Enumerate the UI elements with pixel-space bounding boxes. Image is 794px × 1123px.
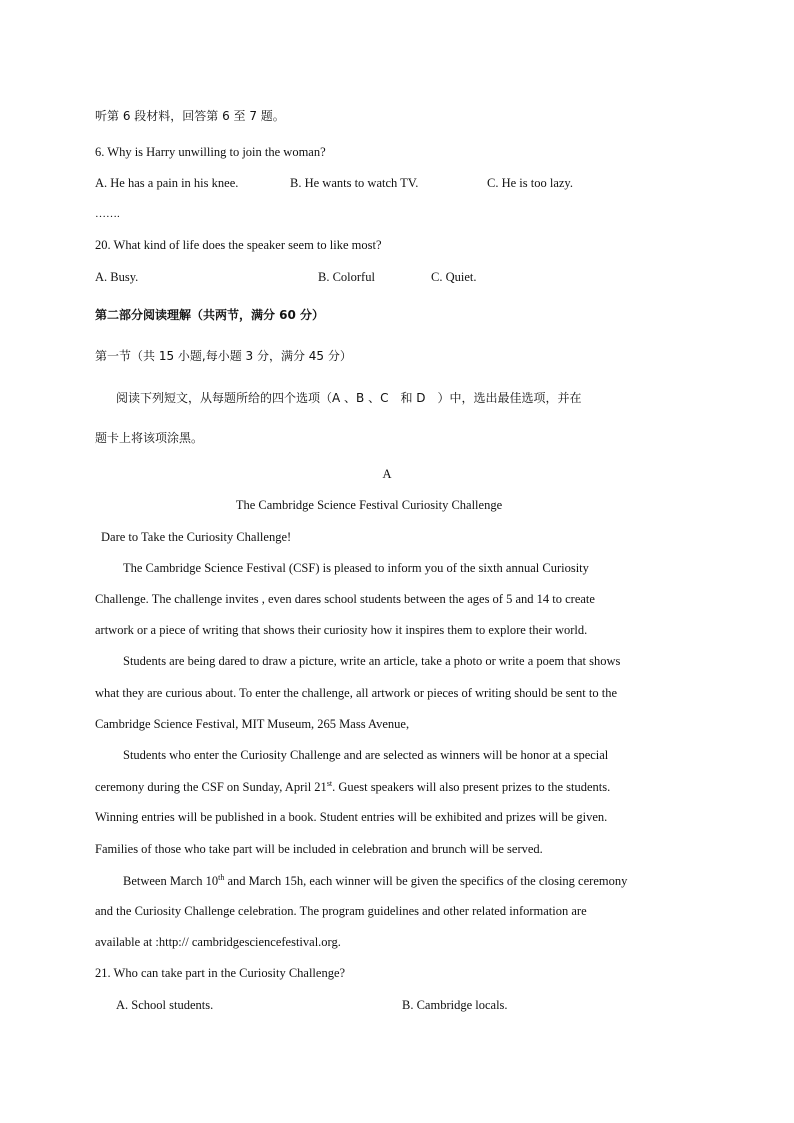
q20-option-a: A. Busy.: [95, 270, 139, 284]
ellipsis: …….: [95, 208, 120, 220]
paragraph-3-line-3: Winning entries will be published in a book. Student entries will be exhibited and prizes will be given.: [95, 810, 608, 824]
paragraph-4-line-3: available at :http:// cambridgesciencefestival.org.: [95, 935, 341, 949]
passage-subtitle: Dare to Take the Curiosity Challenge!: [101, 530, 292, 544]
listening-intro-6: 听第 6 段材料，回答第 6 至 7 题。: [95, 109, 285, 123]
q20-option-b: B. Colorful: [318, 270, 375, 284]
q20-option-c: C. Quiet.: [431, 270, 477, 284]
question-6: 6. Why is Harry unwilling to join the woman?: [95, 145, 326, 159]
paragraph-1-line-3: artwork or a piece of writing that shows their curiosity how it inspires them to explore their world.: [95, 623, 588, 637]
paragraph-4-line-1: Between March 10th and March 15h, each winner will be given the specifics of the closing ceremony: [123, 873, 628, 889]
paragraph-2-line-1: Students are being dared to draw a picture, write an article, take a photo or write a poem that shows: [123, 654, 621, 668]
passage-title: The Cambridge Science Festival Curiosity Challenge: [235, 498, 503, 512]
instructions-line-1: 阅读下列短文，从每题所给的四个选项（A 、B 、C 和 D ）中，选出最佳选项，并在: [116, 391, 582, 405]
passage-label: A: [382, 467, 392, 481]
question-20: 20. What kind of life does the speaker seem to like most?: [95, 238, 382, 252]
paragraph-1-line-2: Challenge. The challenge invites , even dares school students between the ages of 5 and 14 to create: [95, 592, 595, 606]
paragraph-3-line-1: Students who enter the Curiosity Challenge and are selected as winners will be honor at a special: [123, 748, 609, 762]
q6-option-b: B. He wants to watch TV.: [290, 176, 419, 190]
paragraph-4-line-2: and the Curiosity Challenge celebration. The program guidelines and other related information are: [95, 904, 587, 918]
paragraph-2-line-3: Cambridge Science Festival, MIT Museum, 265 Mass Avenue,: [95, 717, 410, 731]
paragraph-2-line-2: what they are curious about. To enter the challenge, all artwork or pieces of writing should be sent to the: [95, 686, 617, 700]
paragraph-1-line-1: The Cambridge Science Festival (CSF) is pleased to inform you of the sixth annual Curiosity: [123, 561, 589, 575]
q21-option-a: A. School students.: [116, 998, 214, 1012]
q21-option-b: B. Cambridge locals.: [402, 998, 508, 1012]
paragraph-3-line-4: Families of those who take part will be included in celebration and brunch will be served.: [95, 842, 543, 856]
part2-title: 第二部分阅读理解（共两节，满分 60 分）: [95, 308, 325, 322]
q6-option-a: A. He has a pain in his knee.: [95, 176, 239, 190]
question-21: 21. Who can take part in the Curiosity Challenge?: [95, 966, 346, 980]
section1-title: 第一节（共 15 小题,每小题 3 分，满分 45 分）: [95, 349, 352, 363]
paragraph-3-line-2: ceremony during the CSF on Sunday, April 21st. Guest speakers will also present prizes to the students.: [95, 779, 611, 795]
instructions-line-2: 题卡上将该项涂黑。: [95, 431, 204, 445]
q6-option-c: C. He is too lazy.: [487, 176, 573, 190]
